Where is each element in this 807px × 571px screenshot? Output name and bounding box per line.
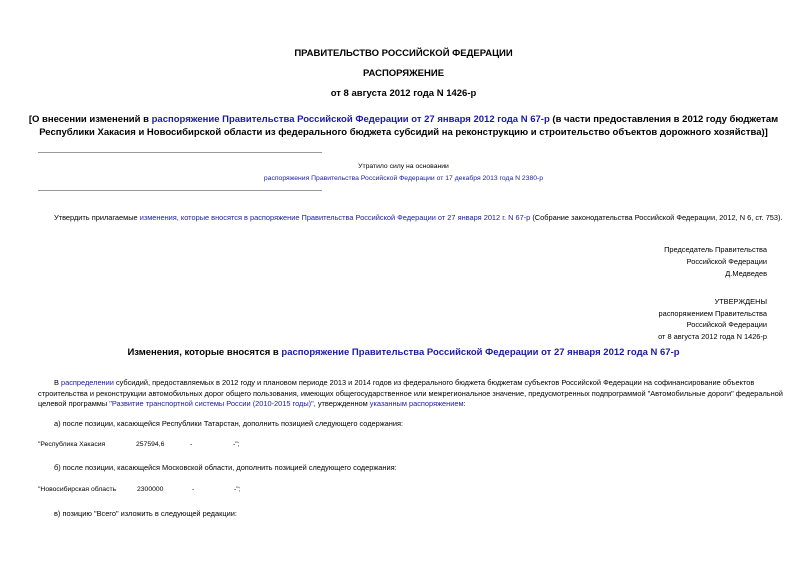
signature-line2: Российской Федерации xyxy=(686,257,767,266)
title-open: [О внесении изменений в xyxy=(28,114,152,125)
lapsed-text: Утратило силу на основании xyxy=(358,163,449,170)
distribution-link[interactable]: распределении xyxy=(60,378,114,387)
divider-bottom xyxy=(38,190,322,191)
row1-value: 257594,6 xyxy=(136,441,165,448)
item-a: а) после позиции, касающейся Республики Татарстан, дополнить позицией следующего содержания: xyxy=(54,419,404,428)
signature-line1: Председатель Правительства xyxy=(664,245,767,254)
signature-line3: Д.Медведев xyxy=(725,269,767,278)
program-link[interactable]: "Развитие транспортной системы России (2010-2015 годы)" xyxy=(109,399,314,408)
approve-paragraph xyxy=(54,213,794,222)
document-type: РАСПОРЯЖЕНИЕ xyxy=(362,68,445,79)
row1-region: "Республика Хакасия xyxy=(38,441,106,448)
approved-block xyxy=(658,296,767,342)
item-b: б) после позиции, касающейся Московской области, дополнить позицией следующего содержания: xyxy=(54,463,397,472)
row2-region: "Новосибирская область xyxy=(38,486,117,493)
body-line1-rest: субсидий, предоставляемых в 2012 году и плановом периоде 2013 и 2014 годов из федерального бюджета бюджетам субъектов Российской Федерации на софинансирование объектов xyxy=(113,378,755,387)
signature-block xyxy=(664,244,767,280)
lapsed-link-line xyxy=(0,175,807,182)
order-link[interactable]: указанным распоряжением xyxy=(369,399,464,408)
approved-line4: от 8 августа 2012 года N 1426-р xyxy=(658,331,767,341)
changes-title xyxy=(0,347,807,358)
body-line3 xyxy=(38,399,770,410)
changes-title-link[interactable]: распоряжение Правительства Российской Федерации от 27 января 2012 года N 67-р xyxy=(281,347,680,358)
document-title-line1 xyxy=(0,114,807,125)
document-date-number: от 8 августа 2012 года N 1426-р xyxy=(330,88,477,99)
body-line1 xyxy=(38,378,770,389)
changes-title-prefix: Изменения, которые вносятся в xyxy=(127,347,282,358)
body-line2: строительства и реконструкции автомобильных дорог общего пользования, имеющих общегосударственное или межрегиональное значение, предусмотренных подпрограммой "Автомобильные дороги" федеральной xyxy=(38,388,783,398)
lapsed-link[interactable]: распоряжения Правительства Российской Федерации от 17 декабря 2013 года N 2380-р xyxy=(263,175,544,182)
approved-line1: УТВЕРЖДЕНЫ xyxy=(714,297,767,306)
body-line3-mid: , утвержденном xyxy=(313,399,370,408)
body-paragraph xyxy=(38,378,783,410)
approved-line3: Российской Федерации xyxy=(686,320,767,329)
row1-dash1: - xyxy=(190,441,193,448)
government-name: ПРАВИТЕЛЬСТВО РОССИЙСКОЙ ФЕДЕРАЦИИ xyxy=(294,48,513,59)
body-line3-pre: целевой программы xyxy=(38,399,110,408)
body-line3-end: : xyxy=(463,399,466,408)
divider-top xyxy=(38,152,322,153)
row2-dash2: -"; xyxy=(234,486,241,493)
title-link[interactable]: распоряжение Правительства Российской Федерации от 27 января 2012 года N 67-р xyxy=(151,114,550,125)
item-c: в) позицию "Всего" изложить в следующей редакции: xyxy=(54,509,237,518)
approve-prefix: Утвердить прилагаемые xyxy=(54,213,140,222)
document-title-line2: Республики Хакасия и Новосибирской области из федерального бюджета субсидий на реконструкцию и строительство объектов дорожного хозяйства)] xyxy=(39,127,768,138)
title-rest: (в части предоставления в 2012 году бюджетам xyxy=(549,114,779,125)
approve-link[interactable]: изменения, которые вносятся в распоряжение Правительства Российской Федерации от 27 января 2012 г. N 67-р xyxy=(139,213,531,222)
approve-suffix: (Собрание законодательства Российской Федерации, 2012, N 6, ст. 753). xyxy=(530,213,783,222)
row2-dash1: - xyxy=(192,486,195,493)
body-indent: В xyxy=(54,378,61,387)
row1-dash2: -"; xyxy=(233,441,240,448)
approved-line2: распоряжением Правительства xyxy=(658,308,767,318)
row2-value: 2300000 xyxy=(137,486,164,493)
